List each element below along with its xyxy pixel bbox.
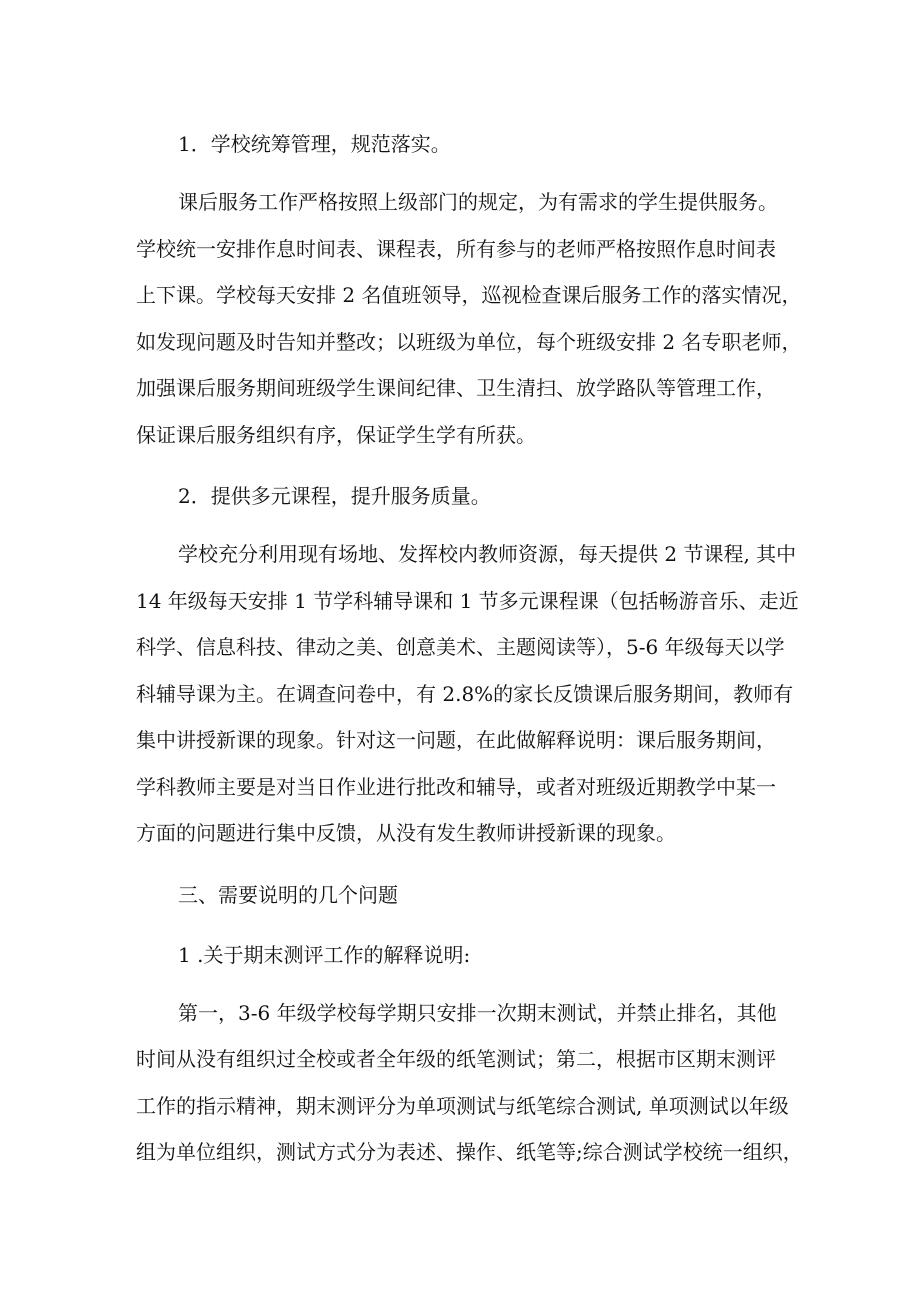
section4-paragraph [136,990,803,1176]
text-line: 组为单位组织，测试方式分为表述、操作、纸笔等;综合测试学校统一组织， [136,1140,803,1164]
text-line: 14 年级每天安排 1 节学科辅导课和 1 节多元课程课（包括畅游音乐、走近 [136,588,799,613]
text-line: 加强课后服务期间班级学生课间纪律、卫生清扫、放学路队等管理工作， [136,376,776,400]
spacer [136,518,786,531]
text-line: 工作的指示精神，期末测评分为单项测试与纸笔综合测试, 单项测试以年级 [136,1093,789,1118]
text-line: 集中讲授新课的现象。针对这一问题，在此做解释说明：课后服务期间， [136,728,776,752]
text-line: 方面的问题进行集中反馈，从没有发生教师讲授新课的现象。 [136,821,676,845]
text-line: 课后服务工作严格按照上级部门的规定，为有需求的学生提供服务。 [178,190,778,214]
text-line: 保证课后服务组织有序，保证学生学有所获。 [136,422,536,447]
spacer [136,166,786,179]
spacer [136,458,786,474]
spacer [136,917,786,933]
spacer [136,857,786,873]
section2-paragraph [136,531,799,857]
text-line: 科辅导课为主。在调查问卷中，有 2.8%的家长反馈课后服务期间，教师有 [136,681,794,706]
section3-heading: 三、需要说明的几个问题 [178,882,398,907]
section1-paragraph [136,179,802,458]
text-line: 学科教师主要是对当日作业进行批改和辅导，或者对班级近期教学中某一 [136,774,776,799]
document-body [136,122,803,1176]
section1-heading: 1．学校统筹管理，规范落实。 [178,132,451,156]
spacer [136,977,786,990]
text-line: 第一，3-6 年级学校每学期只安排一次期末测试，并禁止排名，其他 [178,1000,777,1025]
text-line: 学校充分利用现有场地、发挥校内教师资源，每天提供 2 节课程, 其中 [178,542,797,566]
text-line: 时间从没有组织过全校或者全年级的纸笔测试；第二，根据市区期末测评 [136,1047,776,1071]
section2-heading: 2．提供多元课程，提升服务质量。 [178,484,491,508]
text-line: 上下课。学校每天安排 2 名值班领导，巡视检查课后服务工作的落实情况， [136,283,802,307]
section4-heading: 1 .关于期末测评工作的解释说明: [178,942,471,967]
text-line: 如发现问题及时告知并整改；以班级为单位，每个班级安排 2 名专职老师， [136,329,802,354]
text-line: 科学、信息科技、律动之美、创意美术、主题阅读等），5-6 年级每天以学 [136,635,785,659]
text-line: 学校统一安排作息时间表、课程表，所有参与的老师严格按照作息时间表 [136,236,776,261]
